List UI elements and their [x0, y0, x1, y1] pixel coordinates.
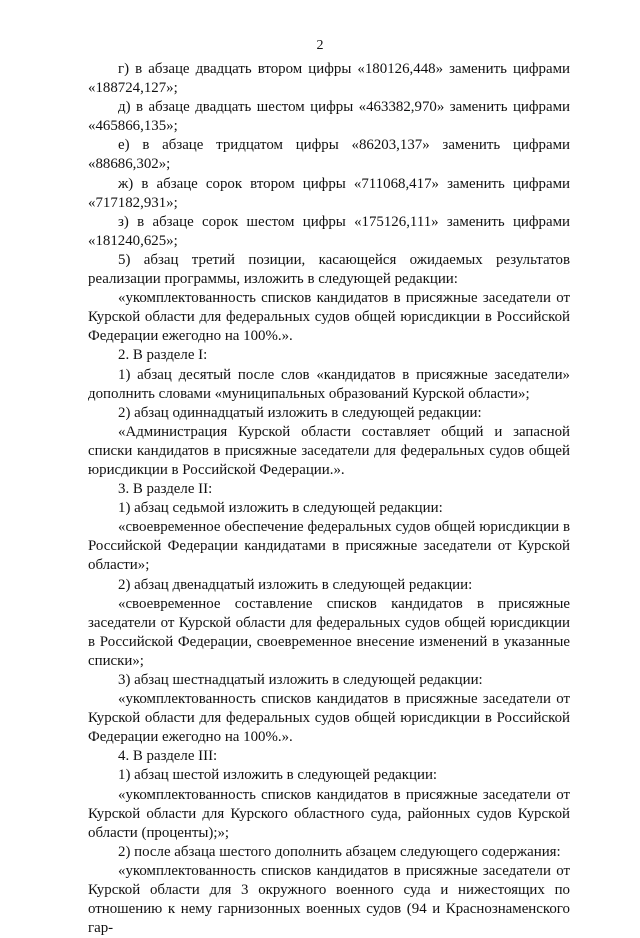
- paragraph: 2) после абзаца шестого дополнить абзацем следующего содержания:: [118, 843, 561, 860]
- quoted-paragraph: «укомплектованность списков кандидатов в присяжные заседатели от Курской области для 3 окружного военного суда и нижестоящих по отношению к нему гарнизонных военных судов (94 и Краснознаменского гар-: [88, 862, 570, 937]
- section-heading: 2. В разделе I:: [118, 347, 208, 364]
- paragraph: 1) абзац десятый после слов «кандидатов в присяжные заседатели» дополнить словами «муниципальных образований Курской области»;: [88, 366, 570, 402]
- paragraph: г) в абзаце двадцать втором цифры «180126,448» заменить цифрами «188724,127»;: [88, 61, 570, 97]
- quoted-paragraph: «своевременное составление списков кандидатов в присяжные заседатели от Курской области для федеральных судов общей юрисдикции в Российской Федерации, своевременное внесение изменений в указанные списки»;: [88, 595, 570, 669]
- quoted-paragraph: «укомплектованность списков кандидатов в присяжные заседатели от Курской области для Курского областного суда, районных судов Курской области (проценты);»;: [88, 786, 570, 841]
- paragraph: 2) абзац одиннадцатый изложить в следующей редакции:: [118, 404, 482, 421]
- paragraph: е) в абзаце тридцатом цифры «86203,137» заменить цифрами «88686,302»;: [88, 137, 570, 173]
- paragraph: з) в абзаце сорок шестом цифры «175126,111» заменить цифрами «181240,625»;: [88, 213, 570, 249]
- quoted-paragraph: «укомплектованность списков кандидатов в присяжные заседатели от Курской области для федеральных судов общей юрисдикции в Российской Федерации ежегодно на 100%.».: [88, 290, 570, 345]
- document-body: [88, 60, 570, 938]
- quoted-paragraph: «своевременное обеспечение федеральных судов общей юрисдикции в Российской Федерации кандидатами в присяжные заседатели от Курской области»;: [88, 519, 570, 574]
- paragraph: 5) абзац третий позиции, касающейся ожидаемых результатов реализации программы, изложить в следующей редакции:: [88, 251, 570, 288]
- paragraph: 1) абзац шестой изложить в следующей редакции:: [118, 767, 438, 784]
- quoted-paragraph: «укомплектованность списков кандидатов в присяжные заседатели от Курской области для федеральных судов общей юрисдикции в Российской Федерации ежегодно на 100%.».: [88, 691, 570, 746]
- paragraph: 3) абзац шестнадцатый изложить в следующей редакции:: [118, 672, 483, 688]
- paragraph: д) в абзаце двадцать шестом цифры «463382,970» заменить цифрами «465866,135»;: [88, 99, 570, 135]
- page-number: 2: [316, 38, 324, 53]
- paragraph: 2) абзац двенадцатый изложить в следующей редакции:: [118, 576, 473, 593]
- section-heading: 3. В разделе II:: [118, 481, 213, 498]
- quoted-paragraph: «Администрация Курской области составляет общий и запасной списки кандидатов в присяжные заседатели для федеральных судов общей юрисдикции в Российской Федерации.».: [88, 423, 570, 478]
- paragraph: ж) в абзаце сорок втором цифры «711068,417» заменить цифрами «717182,931»;: [88, 175, 570, 211]
- section-heading: 4. В разделе III:: [118, 748, 218, 765]
- paragraph: 1) абзац седьмой изложить в следующей редакции:: [118, 500, 443, 517]
